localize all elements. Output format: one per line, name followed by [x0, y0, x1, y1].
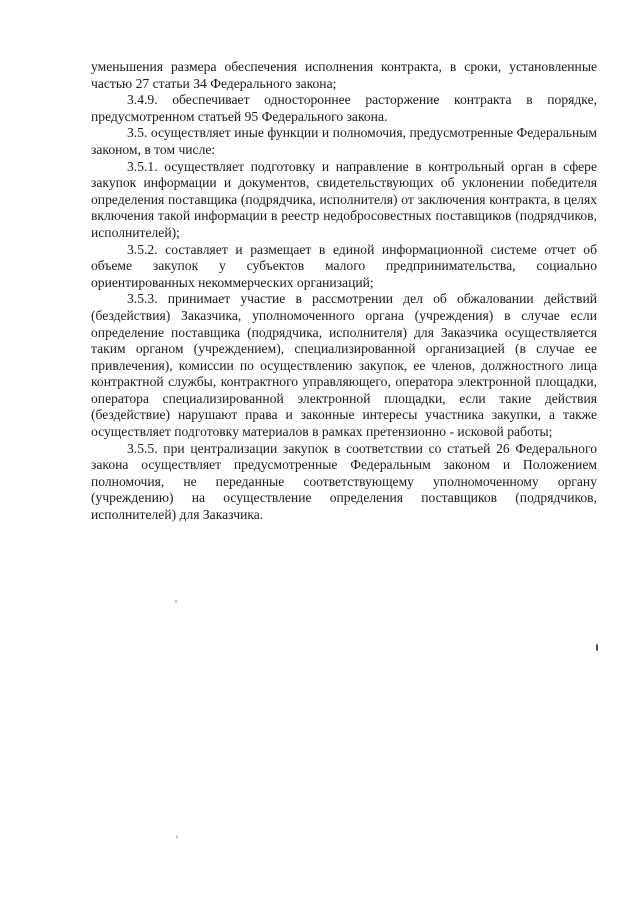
paragraph-3-5: 3.5. осуществляет иные функции и полномочия, предусмотренные Федеральным законом, в том числе:: [91, 125, 597, 157]
paragraph-3-5-3: 3.5.3. принимает участие в рассмотрении дел об обжаловании действий (бездействия) Заказчика, уполномоченного органа (учреждения) в случае если определение поставщика (подрядчика, исполнителя) для Заказчика осуществляется таким органом (учреждением), специализированной организацией (в случае ее привлечения), комиссии по осуществлению закупок, ее членов, должностного лица контрактной службы, контрактного управляющего, оператора электронной площадки, оператора специализированной электронной площадки, если такие действия (бездействие) нарушают права и законные интересы участника закупки, а также осуществляет подготовку материалов в рамках претензионно - исковой работы;: [91, 291, 597, 440]
paragraph-3-5-1: 3.5.1. осуществляет подготовку и направление в контрольный орган в сфере закупок информации и документов, свидетельствующих об уклонении победителя определения поставщика (подрядчика, исполнителя) от заключения контракта, в целях включения такой информации в реестр недобросовестных поставщиков (подрядчиков, исполнителей);: [91, 158, 597, 240]
paragraph-3-4-9: 3.4.9. обеспечивает одностороннее расторжение контракта в порядке, предусмотренном статьей 95 Федерального закона.: [91, 92, 597, 124]
scan-speck: [175, 600, 177, 603]
scan-speck: [176, 835, 178, 839]
paragraph-3-5-2: 3.5.2. составляет и размещает в единой информационной системе отчет об объеме закупок у субъектов малого предпринимательства, социально ориентированных некоммерческих организаций;: [91, 241, 597, 290]
scan-speck: [596, 644, 598, 651]
paragraph-3-5-5: 3.5.5. при централизации закупок в соответствии со статьей 26 Федерального закона осуществляет предусмотренные Федеральным законом и Положением полномочия, не переданные соответствующему уполномоченному органу (учреждению) на осуществление определения поставщиков (подрядчиков, исполнителей) для Заказчика.: [91, 440, 597, 523]
document-body: [91, 59, 597, 524]
paragraph-continuation: уменьшения размера обеспечения исполнения контракта, в сроки, установленные частью 27 статьи 34 Федерального закона;: [91, 59, 597, 91]
